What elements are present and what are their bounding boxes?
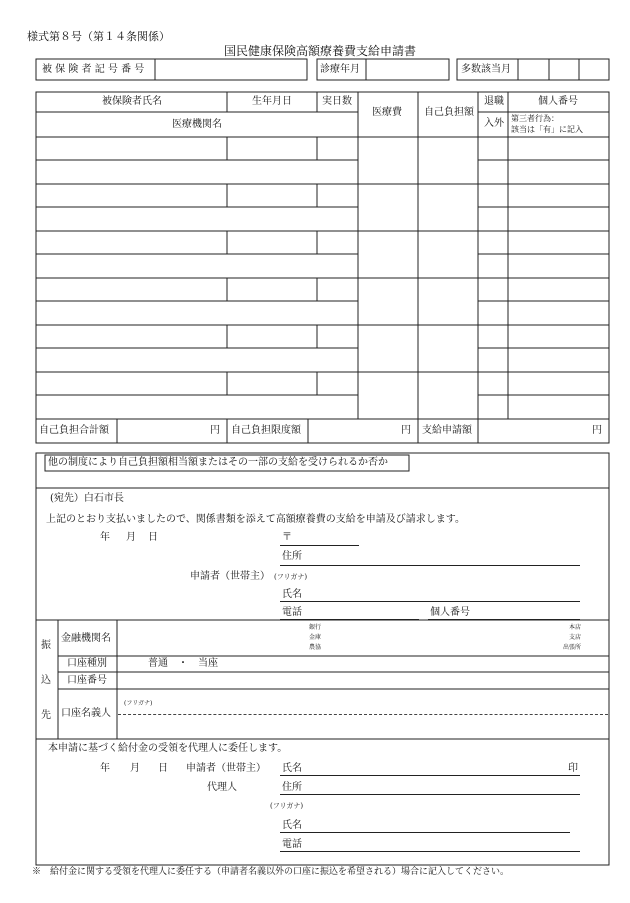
col-self-pay: 自己負担額	[424, 107, 474, 118]
third-party-note-2: 該当は「有」に記入	[511, 125, 583, 134]
col-retired: 退職	[484, 96, 504, 107]
insured-number-label: 被 保 険 者 記 号 番 号	[42, 64, 145, 75]
delegation-applicant-name-label: 氏名	[282, 763, 302, 774]
delegation-statement: 本申請に基づく給付金の受領を代理人に委任します。	[48, 743, 288, 754]
bank-type-bank: 銀行	[309, 624, 322, 631]
col-inpatient: 入外	[484, 118, 504, 129]
financial-institution-input[interactable]	[118, 621, 608, 655]
yen-unit-1: 円	[210, 425, 220, 436]
applicant-label: 申請者（世帯主）	[190, 571, 270, 582]
col-personal-number: 個人番号	[538, 96, 578, 107]
transfer-label-3: 先	[41, 710, 51, 721]
agent-phone-label: 電話	[282, 839, 302, 850]
date-year: 年	[100, 532, 110, 543]
date-month: 月	[126, 532, 136, 543]
multiple-month-input[interactable]	[519, 60, 608, 79]
col-birth-date: 生年月日	[252, 96, 292, 107]
form-number: 様式第８号（第１４条関係）	[27, 30, 170, 43]
bank-type-noukyo: 農協	[309, 644, 322, 651]
branch-type-branch: 支店	[569, 634, 582, 641]
total-self-pay-label: 自己負担合計額	[39, 425, 109, 436]
bank-type-shinkin: 金庫	[309, 634, 322, 641]
applicant-address-label: 住所	[282, 551, 302, 562]
agent-name-label: 氏名	[282, 820, 302, 831]
col-actual-days: 実日数	[322, 96, 352, 107]
col-medical-cost: 医療費	[372, 107, 402, 118]
account-type-options[interactable]: 普通 ・ 当座	[148, 658, 218, 669]
seal-mark: 印	[568, 763, 578, 774]
account-holder-label: 口座名義人	[61, 708, 111, 719]
declaration-text: 上記のとおり支払いましたので、関係書類を添えて高額療養費の支給を申請及び請求します。	[46, 514, 465, 525]
delegation-applicant-label: 申請者（世帯主）	[186, 763, 266, 774]
financial-institution-label: 金融機関名	[61, 633, 111, 644]
yen-unit-3: 円	[592, 425, 602, 436]
account-type-label: 口座種別	[67, 658, 107, 669]
third-party-note-1: 第三者行為：	[511, 114, 559, 123]
delegation-date-day: 日	[158, 763, 168, 774]
col-insured-name: 被保険者氏名	[102, 96, 162, 107]
date-day: 日	[148, 532, 158, 543]
postal-mark: 〒	[282, 532, 292, 543]
treatment-month-input[interactable]	[367, 60, 448, 79]
apply-amount-label: 支給申請額	[422, 425, 472, 436]
branch-type-office: 出張所	[563, 644, 582, 651]
treatment-month-label: 診療年月	[320, 64, 360, 75]
agent-label: 代理人	[207, 782, 237, 793]
other-system-question: 他の制度により自己負担額相当額またはその一部の支給を受けられるか否か	[48, 457, 388, 468]
branch-type-main: 本店	[569, 624, 582, 631]
self-pay-limit-label: 自己負担限度額	[231, 425, 301, 436]
applicant-furigana-label: (フリガナ)	[274, 573, 308, 581]
delegation-date-month: 月	[130, 763, 140, 774]
account-number-label: 口座番号	[67, 675, 107, 686]
applicant-personal-number-label: 個人番号	[430, 607, 470, 618]
insured-number-input[interactable]	[156, 60, 306, 79]
account-holder-furigana-label: (フリガナ)	[124, 700, 153, 707]
agent-furigana-label: (フリガナ)	[270, 802, 304, 810]
footnote: ※ 給付金に関する受領を代理人に委任する（申請者名義以外の口座に振込を希望される）場合に記入してください。	[32, 867, 510, 877]
agent-address-label: 住所	[282, 782, 302, 793]
transfer-label-1: 振	[41, 640, 51, 651]
addressee: (宛先）白石市長	[50, 493, 124, 504]
yen-unit-2: 円	[401, 425, 411, 436]
applicant-phone-label: 電話	[282, 607, 302, 618]
form-title: 国民健康保険高額療養費支給申請書	[224, 44, 417, 58]
delegation-date-year: 年	[100, 763, 110, 774]
applicant-name-label: 氏名	[282, 589, 302, 600]
transfer-label-2: 込	[41, 675, 51, 686]
account-number-input[interactable]	[118, 673, 608, 688]
col-medical-institution: 医療機関名	[172, 119, 222, 130]
multiple-month-label: 多数該当月	[461, 64, 511, 75]
account-holder-input[interactable]	[118, 690, 608, 738]
